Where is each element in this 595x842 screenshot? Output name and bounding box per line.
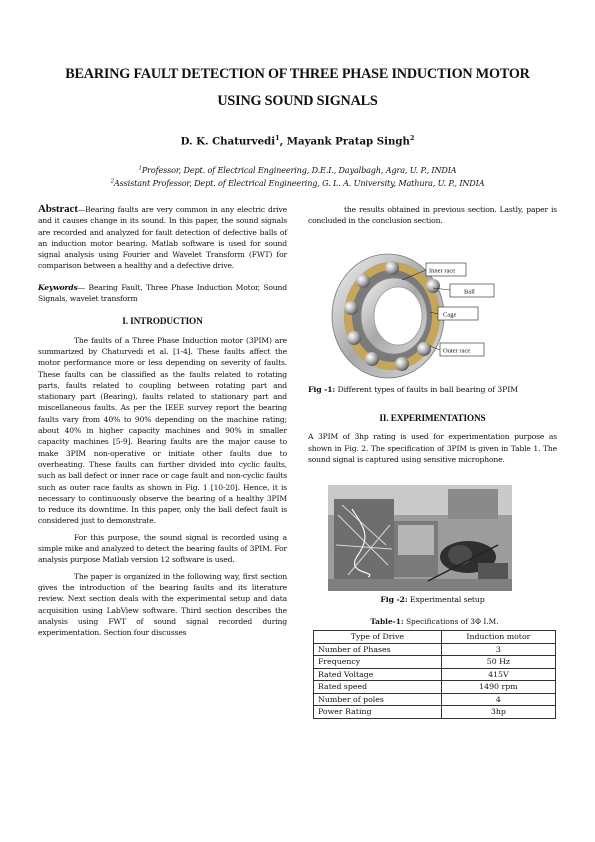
fig2-caption-text: Experimental setup <box>407 595 485 604</box>
table-row <box>314 693 556 706</box>
abstract <box>38 204 287 272</box>
table-cell: Number of poles <box>314 693 442 706</box>
affiliation-1-sup: 1 <box>138 165 142 172</box>
section-heading-experimentations: II. EXPERIMENTATIONS <box>379 414 486 424</box>
table1-caption <box>313 617 556 626</box>
affiliation-2 <box>40 178 555 188</box>
author-separator: , <box>279 135 287 148</box>
author-1: D. K. Chaturvedi <box>180 135 276 148</box>
fig1-label-ball: Ball <box>464 288 475 296</box>
table-cell: 3hp <box>441 706 555 719</box>
table-cell: Frequency <box>314 656 442 669</box>
table-cell: 3 <box>441 643 555 656</box>
table-cell: 415V <box>441 668 555 681</box>
table-row <box>314 643 556 656</box>
experiments-paragraph-1: A 3PIM of 3hp rating is used for experimentation purpose as shown in Fig. 2. The specification of 3PIM is given in Table 1. The sound signal is captured using sensitive microphone. <box>308 432 557 464</box>
fig1-caption <box>308 384 557 395</box>
table1-caption-lead: Table-1: <box>370 617 404 626</box>
fig1-caption-text: Different types of faults in ball bearing of 3PIM <box>335 385 518 394</box>
fig1-caption-lead: Fig -1: <box>308 385 336 394</box>
table-cell: 4 <box>441 693 555 706</box>
table-cell: Rated speed <box>314 681 442 694</box>
author-1-sup: 1 <box>275 134 280 142</box>
table-row <box>314 656 556 669</box>
section-heading-introduction: I. INTRODUCTION <box>122 317 203 328</box>
bearing-figure <box>330 246 500 382</box>
table-cell: Rated Voltage <box>314 668 442 681</box>
affiliation-2-sup: 2 <box>110 178 114 185</box>
table-cell: Induction motor <box>441 631 555 644</box>
affiliation-2-text: Assistant Professor, Dept. of Electrical Engineering, G. L. A. University, Mathura, U. P., INDIA <box>113 178 485 188</box>
table-row <box>314 706 556 719</box>
keywords-text: — Bearing Fault, Three Phase Induction Motor, Sound Signals, wavelet transform <box>38 282 287 304</box>
author-list <box>40 134 555 147</box>
right-column-experiments <box>308 414 557 465</box>
affiliation-1-text: Professor, Dept. of Electrical Engineering, D.E.I., Dayalbagh, Agra, U. P., INDIA <box>141 165 457 175</box>
table1-caption-text: Specifications of 3Φ I.M. <box>403 617 499 626</box>
keywords <box>38 282 287 305</box>
intro-paragraph-1: The faults of a Three Phase Induction motor (3PIM) are summarized by Chaturvedi et al. [1-4]. These faults affect the motor performance more or less depending on severity of faults. These faults can be classified as the faults related to rotating parts, faults related to coupling between rotating part and stationary part (Bearing), faults related to stationary part and miscellaneous faults. As per the IEEE survey report the bearing faults vary from 40% to 90% depending on the machine rating; about 40% in higher capacity machines and 90% in smaller capacity machines [5-9]. Bearing faults are the major cause to make 3PIM non-operative or initiate other faults due to overheating. These faults can further divided into cyclic faults, such as ball defect or inner race or cage fault and non-cyclic faults such as outer race faults as shown in Fig. 1 [10-20]. Hence, it is necessary to continuously observe the bearing of a healthy 3PIM to reduce its downtime. In this paper, only the ball defect fault is considered just to demonstrate. <box>38 335 287 526</box>
paper-title-line2: USING SOUND SIGNALS <box>217 93 378 109</box>
author-2: Mayank Pratap Singh <box>286 135 410 148</box>
fig2-caption-lead: Fig -2: <box>380 595 408 604</box>
table-header-row <box>314 631 556 644</box>
intro-paragraph-3: The paper is organized in the following way, first section gives the introduction of the bearing faults and its literature review. Next section deals with the experimental setup and data acquisition using LabView software. Third section describes the analysis using FWT of sound signal recorded during experimentation. Section four discusses <box>38 571 287 638</box>
abstract-lead: Abstract <box>38 203 78 215</box>
left-column <box>38 204 287 638</box>
right-column-top <box>308 204 557 227</box>
table-row <box>314 681 556 694</box>
fig1-label-inner-race: Inner race <box>429 267 456 275</box>
table-cell: Number of Phases <box>314 643 442 656</box>
table-row <box>314 668 556 681</box>
abstract-text: —Bearing faults are very common in any electric drive and it causes change in its sound. In this paper, the sound signals are recorded and analyzed for fault detection of defective balls of an induction motor bearing. Matlab software is used for sound signal analysis using Fourier and Wavelet Transform (FWT) for comparison between a healthy and a defective drive. <box>38 205 287 271</box>
table-cell: Power Rating <box>314 706 442 719</box>
fig1-label-cage: Cage <box>443 311 457 319</box>
fig2-caption <box>308 594 557 605</box>
intro-continuation: the results obtained in previous section. Lastly, paper is concluded in the conclusion section. <box>308 205 557 226</box>
fig1-label-outer-race: Outer race <box>443 347 471 355</box>
inner-race-shape <box>361 278 427 354</box>
keywords-lead: Keywords <box>38 282 78 292</box>
table-cell: 1490 rpm <box>441 681 555 694</box>
author-2-sup: 2 <box>409 134 415 142</box>
experimental-setup-photo <box>328 485 512 591</box>
intro-paragraph-2: For this purpose, the sound signal is recorded using a simple mike and analyzed to detect the bearing faults of 3PIM. For analysis purpose Matlab version 12 software is used. <box>38 532 287 565</box>
specifications-table <box>313 630 556 719</box>
affiliation-1 <box>40 165 555 175</box>
table-cell: Type of Drive <box>314 631 442 644</box>
table-cell: 50 Hz <box>441 656 555 669</box>
paper-title-line1: BEARING FAULT DETECTION OF THREE PHASE INDUCTION MOTOR <box>65 66 530 82</box>
